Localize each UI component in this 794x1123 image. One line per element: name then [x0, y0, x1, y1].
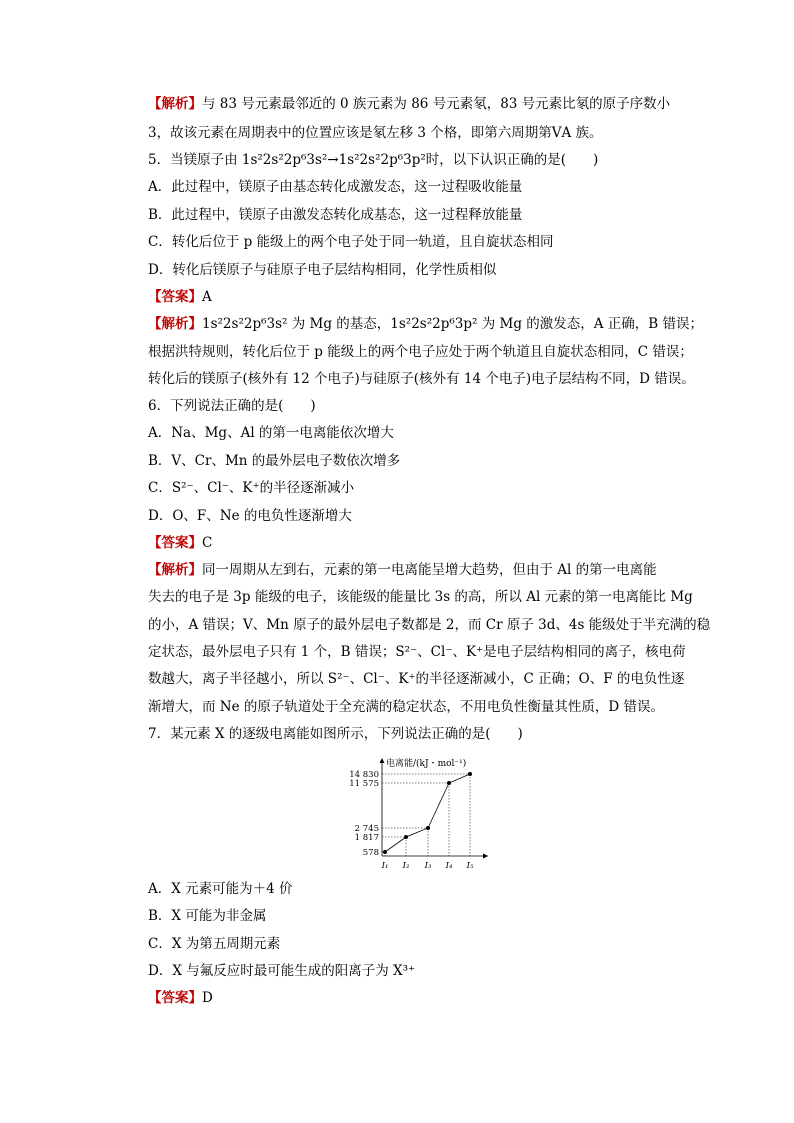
q5-option-c: C．转化后位于 p 能级上的两个电子处于同一轨道，且自旋状态相同 [148, 234, 554, 250]
series-line [385, 774, 470, 852]
q6-option-a: A．Na、Mg、Al 的第一电离能依次增大 [148, 425, 394, 441]
q7-answer: 【答案】D [148, 990, 213, 1006]
q5-stem: 5．当镁原子由 1s²2s²2p⁶3s²→1s²2s²2p⁶3p²时，以下认识正确的是( ) [148, 152, 599, 168]
q7-option-d: D．X 与氟反应时最可能生成的阳离子为 X³⁺ [148, 963, 416, 979]
y-tick-label-I2: 1 817 [354, 833, 379, 843]
q6-option-c: C．S²⁻、Cl⁻、K⁺的半径逐渐减小 [148, 480, 355, 496]
data-point-I3 [426, 826, 430, 830]
q7-stem: 7．某元素 X 的逐级电离能如图所示，下列说法正确的是( ) [148, 726, 523, 742]
q5-option-a: A．此过程中，镁原子由基态转化成激发态，这一过程吸收能量 [148, 179, 523, 195]
data-point-I5 [468, 772, 472, 776]
chart-points [383, 772, 472, 854]
q6-analysis-line6: 渐增大，而 Ne 的原子轨道处于全充满的稳定状态，不用电负性衡量其性质，D 错误。 [148, 699, 664, 715]
q5-analysis-line3: 转化后的镁原子(核外有 12 个电子)与硅原子(核外有 14 个电子)电子层结构不同，D 错误。 [148, 371, 695, 387]
q6-option-b: B．V、Cr、Mn 的最外层电子数依次增多 [148, 453, 401, 469]
x-tick-label-I3: I₃ [424, 861, 432, 871]
x-axis-arrow [483, 854, 488, 859]
q7-option-a: A．X 元素可能为＋4 价 [148, 881, 293, 897]
q6-analysis-line2: 失去的电子是 3p 能级的电子，该能级的能量比 3s 的高，所以 Al 元素的第一电离能比 Mg [148, 589, 693, 605]
q6-analysis-line4: 定状态，最外层电子只有 1 个，B 错误；S²⁻、Cl⁻、K⁺是电子层结构相同的离子，核电荷 [148, 644, 686, 660]
q6-option-d: D．O、F、Ne 的电负性逐渐增大 [148, 508, 352, 524]
answer-tag: 【答案】 [148, 535, 202, 551]
q4-analysis-line1: 【解析】与 83 号元素最邻近的 0 族元素为 86 号元素氡，83 号元素比氡的原子序数小 [148, 96, 671, 112]
q6-answer: 【答案】C [148, 535, 213, 551]
q7-option-c: C．X 为第五周期元素 [148, 936, 281, 952]
analysis-tag: 【解析】 [148, 96, 202, 112]
chart-line [385, 774, 470, 852]
analysis-tag: 【解析】 [148, 316, 202, 332]
x-tick-label-I2: I₂ [402, 861, 410, 871]
q7-option-b: B．X 可能为非金属 [148, 908, 267, 924]
answer-tag: 【答案】 [148, 990, 202, 1006]
q6-stem: 6．下列说法正确的是( ) [148, 398, 316, 414]
chart-guides [382, 774, 470, 856]
answer-tag: 【答案】 [148, 289, 202, 305]
q5-analysis-line1: 【解析】1s²2s²2p⁶3s² 为 Mg 的基态，1s²2s²2p⁶3p² 为 Mg 的激发态，A 正确，B 错误； [148, 316, 704, 332]
y-axis-arrow [380, 758, 385, 763]
x-tick-label-I5: I₅ [466, 861, 474, 871]
x-tick-label-I1: I₁ [381, 861, 389, 871]
ionization-energy-chart [338, 752, 498, 872]
y-tick-label-I1: 578 [362, 848, 379, 858]
q6-analysis-line3: 的小，A 错误；V、Mn 原子的最外层电子数都是 2，而 Cr 原子 3d、4s 能级处于半充满的稳 [148, 617, 711, 633]
y-tick-label-I5: 14 830 [349, 770, 379, 780]
y-tick-label-I3: 2 745 [354, 824, 379, 834]
q6-analysis-line1: 【解析】同一周期从左到右，元素的第一电离能呈增大趋势，但由于 Al 的第一电离能 [148, 562, 657, 578]
q5-analysis-line2: 根据洪特规则，转化后位于 p 能级上的两个电子应处于两个轨道且自旋状态相同，C 错误； [148, 344, 693, 360]
q5-option-d: D．转化后镁原子与硅原子电子层结构相同，化学性质相似 [148, 262, 497, 278]
q6-analysis-line5: 数越大，离子半径越小，所以 S²⁻、Cl⁻、K⁺的半径逐渐减小，C 正确；O、F 的电负性逐 [148, 671, 685, 687]
q5-answer: 【答案】A [148, 289, 212, 305]
y-axis-label: 电离能/(kJ・mol⁻¹) [386, 759, 467, 769]
y-tick-label-I4: 11 575 [349, 779, 379, 789]
analysis-tag: 【解析】 [148, 562, 202, 578]
data-point-I2 [404, 835, 408, 839]
x-tick-label-I4: I₄ [445, 861, 453, 871]
q5-option-b: B．此过程中，镁原子由激发态转化成基态，这一过程释放能量 [148, 207, 523, 223]
data-point-I4 [447, 781, 451, 785]
q4-analysis-line2: 3，故该元素在周期表中的位置应该是氡左移 3 个格，即第六周期第ⅤA 族。 [148, 125, 603, 141]
data-point-I1 [383, 850, 387, 854]
